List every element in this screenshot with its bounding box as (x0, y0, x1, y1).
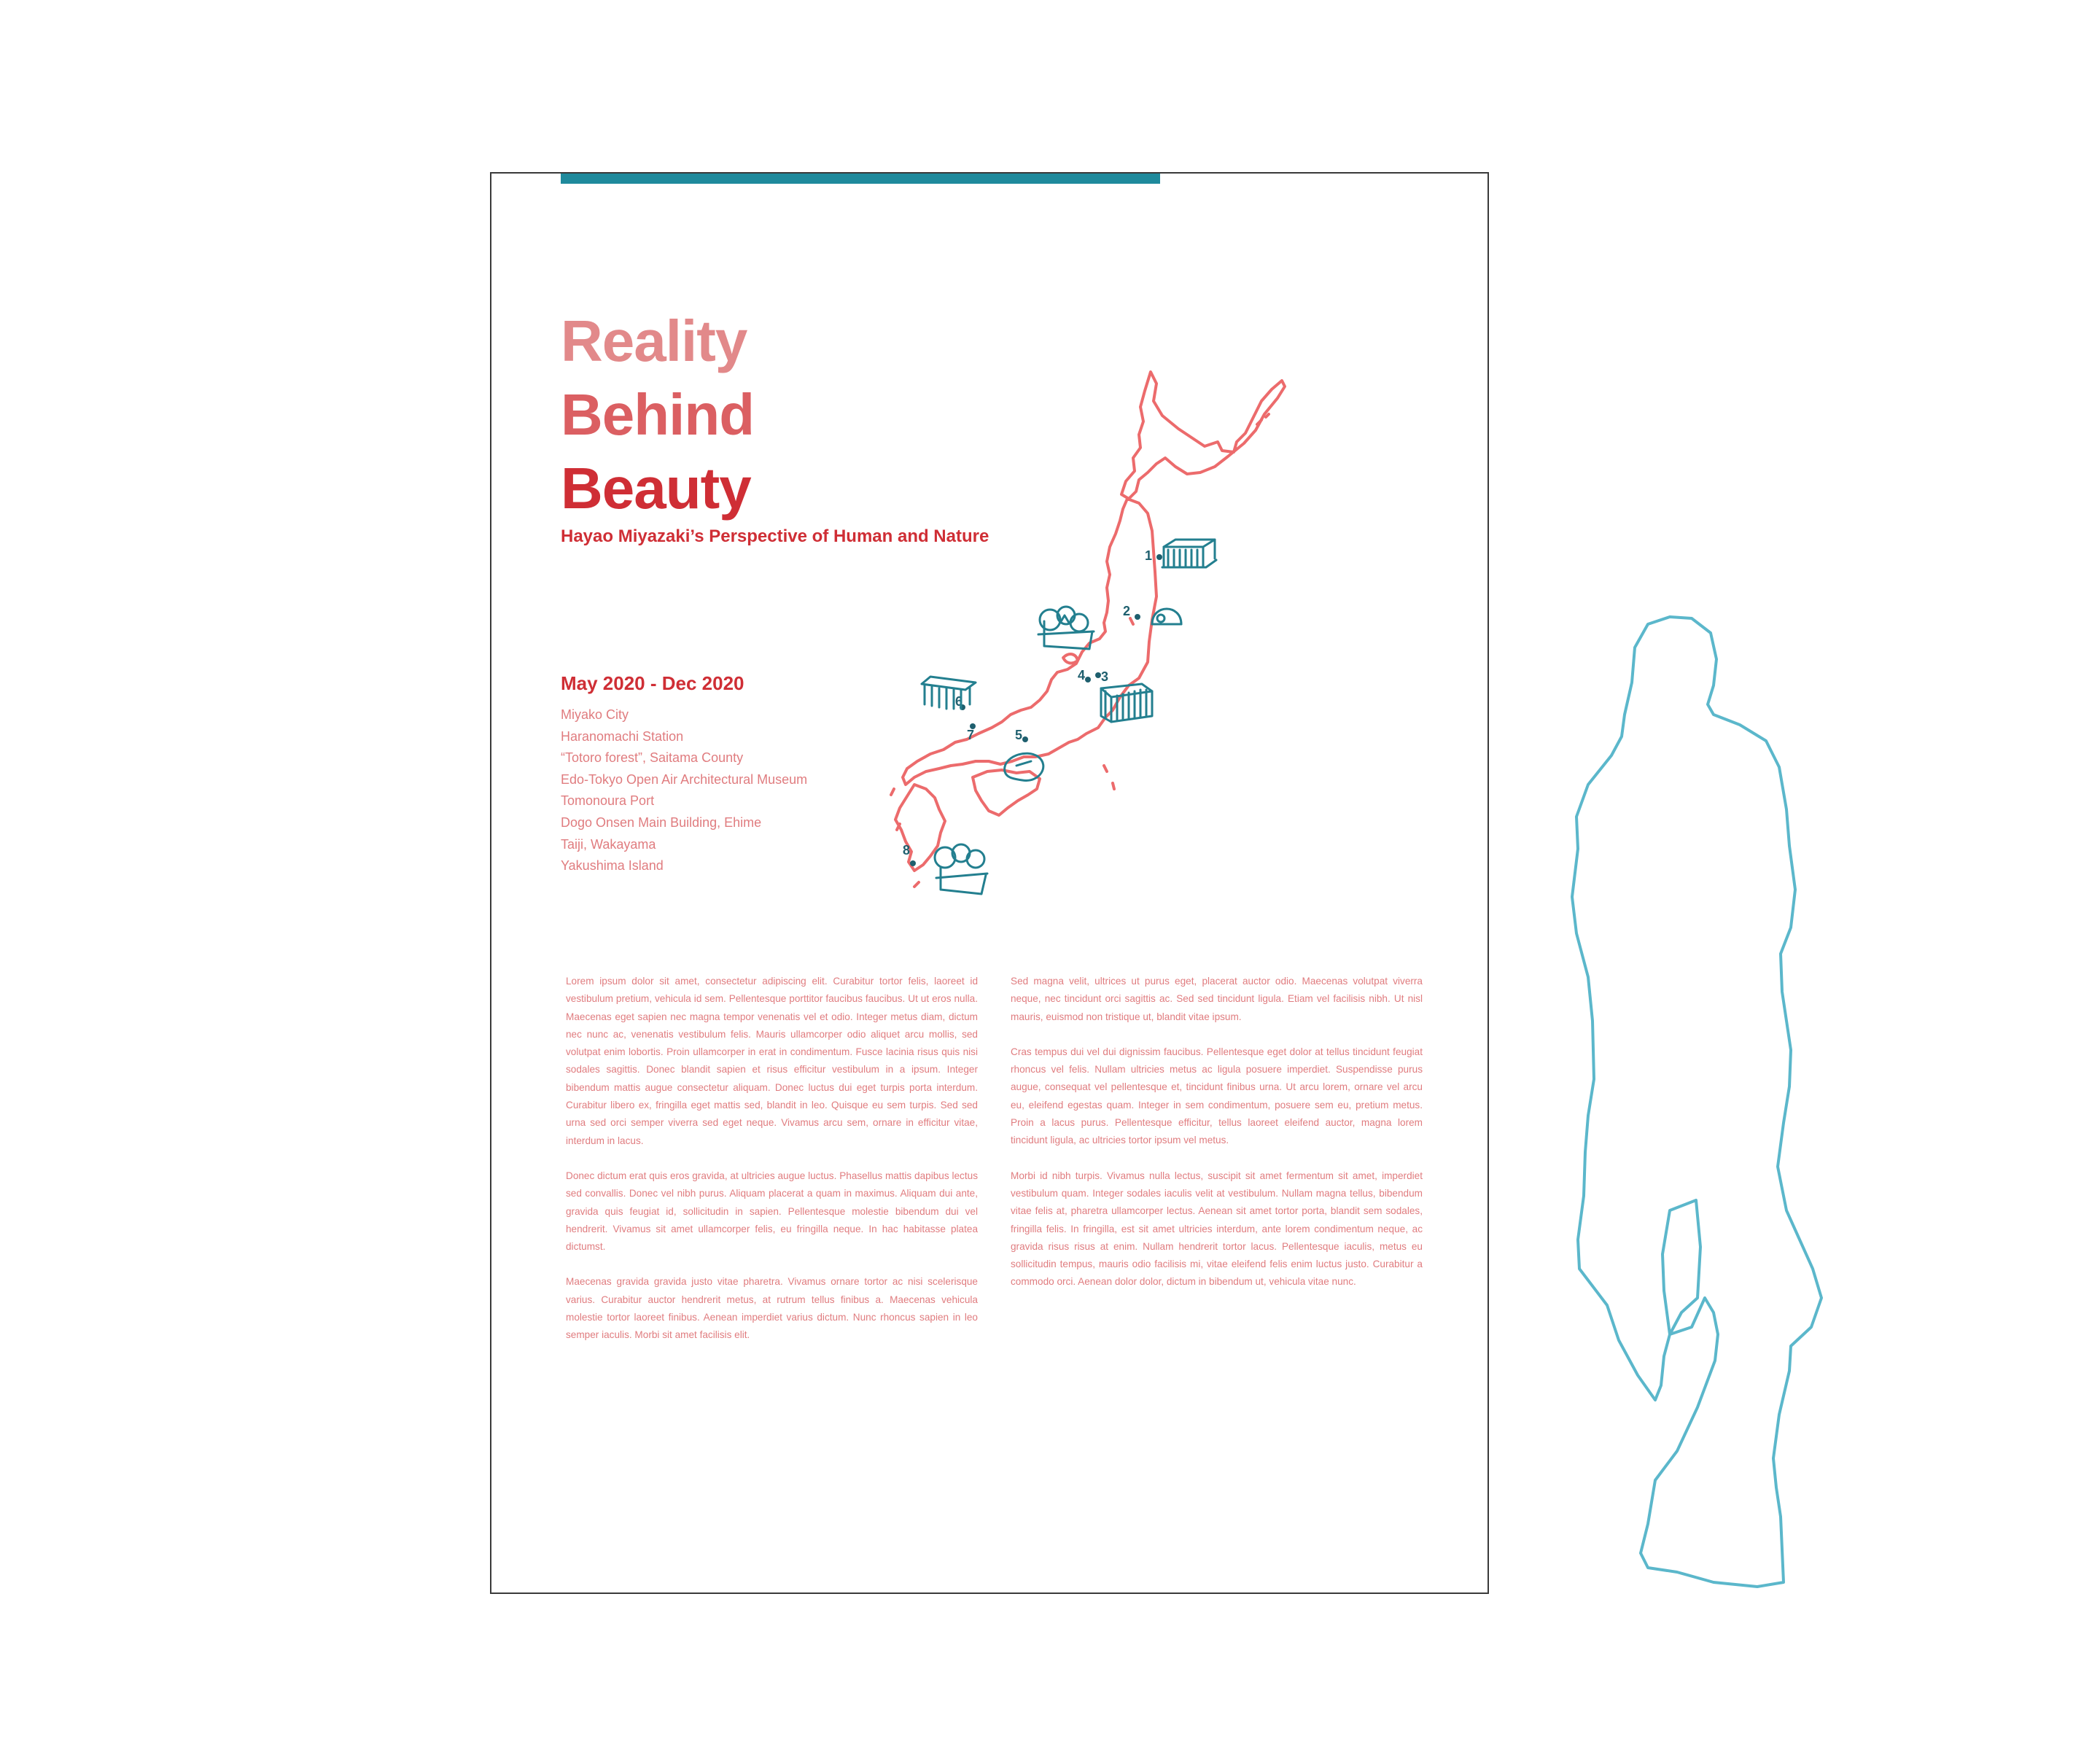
map-marker-5: 5 (1015, 728, 1023, 742)
map-marker-3: 3 (1101, 669, 1109, 684)
honshu-outline (903, 499, 1156, 785)
human-scale-silhouette (1568, 612, 1874, 1597)
body-paragraph: Cras tempus dui vel dui dignissim faucibus. Pellentesque eget dolor at tellus tincidunt feugiat rhoncus vel felis. Nullam ultricies metus ac ligula posuere imperdiet. Suspendisse purus augue, consequat vel pellentesque et, tincidunt finibus urna. Ut arcu lorem, ornare vel arcu eu, eleifend egestas quam. Integer in sem condimentum, posuere sem eu, pretium metus. Proin a lacus purus. Pellentesque efficitur, tellus laoreet eleifend auctor, magna lorem tincidunt ligula, ac ultricies tortor ipsum vel metus. (1011, 1046, 1423, 1146)
location-item: Haranomachi Station (561, 728, 684, 744)
shikoku-outline (973, 770, 1040, 815)
hokkaido-outline (1121, 372, 1285, 499)
map-marker-1: 1 (1145, 548, 1153, 563)
location-item: Edo-Tokyo Open Air Architectural Museum (561, 771, 808, 787)
forest-trees-icon (1038, 607, 1094, 649)
location-item: “Totoro forest”, Saitama County (561, 750, 744, 766)
kyushu-outline (895, 785, 945, 871)
body-column-right (1011, 973, 1423, 1309)
location-item: Dogo Onsen Main Building, Ehime (561, 814, 762, 830)
location-item: Taiji, Wakayama (561, 836, 656, 852)
location-item: Miyako City (561, 707, 629, 722)
map-marker-2: 2 (1123, 604, 1131, 618)
body-paragraph: Morbi id nibh turpis. Vivamus nulla lectus, suscipit sit amet fermentum sit amet, imperdiet vestibulum quam. Integer sodales iaculis velit at vestibulum. Nullam magna tellus, bibendum vitae felis at, pharetra ullamcorper lectus. Aenean sit amet tortor porta, blandit sem sodales, fringilla felis. In fringilla, est sit amet ultricies interdum, ante lorem condimentum neque, ac gravida risus risus at enim. Nullam hendrerit tortor lacus. Pellentesque iaculis, metus eu sollicitudin tempus, mauris odio facilisis mi, vitae eleifend felis enim luctus justo. Curabitur a commodo orci. Aenean dolor dolor, dictum in bibendum ut, vehicula vitae nunc. (1011, 1170, 1423, 1288)
location-item: Tomonoura Port (561, 793, 655, 809)
exhibition-poster (490, 172, 1489, 1594)
japan-map (885, 349, 1366, 1063)
onsen-dome-icon (1152, 609, 1181, 624)
poster-subtitle: Hayao Miyazaki’s Perspective of Human and Nature (561, 526, 989, 546)
body-paragraph: Sed magna velit, ultrices ut purus eget, placerat auctor odio. Maecenas volutpat viverra neque, nec tincidunt orci sagittis ac. Sed sed tincidunt ligula. Etiam vel facilisis nibh. Ut nisl mauris, euismod non tristique ut, blandit vitae ipsum. (1011, 976, 1423, 1022)
map-marker-7: 7 (967, 728, 975, 742)
title-line-1: Reality (561, 308, 747, 373)
body-paragraph: Donec dictum erat quis eros gravida, at ultricies augue luctus. Phasellus mattis dapibus lectus sed convallis. Donec vel nibh purus. Aliquam placerat a quam in maximus. Aliquam dui ante, gravida quis feugiat id, sollicitudin in sapien. Pellentesque molestie bibendum dui vel hendrerit. Vivamus sit amet ullamcorper felis, eu fringilla neque. In hac habitasse platea dictumst. (566, 1170, 978, 1253)
title-line-3: Beauty (561, 456, 751, 521)
map-marker-8: 8 (903, 843, 911, 858)
onsen-pavilion-icon (922, 677, 976, 709)
map-marker-6: 6 (955, 694, 963, 709)
station-building-icon (1162, 540, 1216, 567)
body-column-left (566, 973, 978, 1362)
yakushima-forest-icon (935, 844, 987, 894)
top-accent-bar (561, 174, 1160, 184)
body-paragraph: Maecenas gravida gravida justo vitae pharetra. Vivamus ornare tortor ac nisi scelerisque varius. Curabitur auctor hendrerit metus, at rutrum tellus finibus a. Maecenas vehicula molestie tortor laoreet finibus. Aenean imperdiet varius dictum. Nunc rhoncus sapien in leo semper iaculis. Morbi sit amet facilisis elit. (566, 1276, 978, 1341)
exhibition-dates: May 2020 - Dec 2020 (561, 672, 744, 694)
map-marker-4: 4 (1078, 668, 1086, 682)
body-paragraph: Lorem ipsum dolor sit amet, consectetur adipiscing elit. Curabitur tortor felis, laoreet id vestibulum pretium, vehicula id sem. Pellentesque porttitor faucibus faucibus. Ut ut eros nulla. Maecenas eget sapien nec magna tempor venenatis vel et odio. Integer metus diam, dictum nec nunc ac, venenatis vestibulum felis. Mauris ullamcorper odio aliquet arcu mollis, sed volutpat enim lobortis. Proin ullamcorper in erat in condimentum. Fusce lacinia risus quis nisi sodales sagittis. Donec blandit sapien et risus efficitur vestibulum in a ipsum. Integer bibendum mattis augue consectetur aliquam. Donec luctus dui eget turpis porta interdum. Curabitur libero ex, fringilla eget mattis sed, blandit in leo. Quisque eu sem turpis. Sed sed urna sed orci semper viverra sed eget neque. Vivamus arcu sem, ornare in efficitur vitae, interdum in lacus. (566, 976, 978, 1146)
title-line-2: Behind (561, 382, 755, 447)
location-list (561, 704, 807, 877)
location-item: Yakushima Island (561, 858, 664, 874)
